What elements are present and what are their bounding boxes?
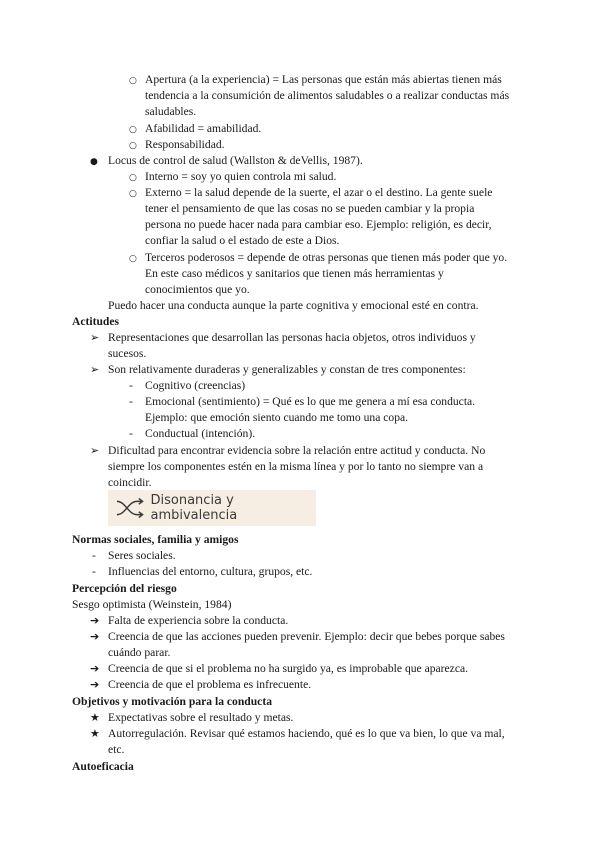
shuffle-icon [116,497,145,519]
text-line: Externo = la salud depende de la suerte, el azar o el destino. La gente suele [145,186,493,199]
text-line: Conductual (intención). [145,427,256,440]
text-line: Puedo hacer una conducta aunque la parte cognitiva y emocional esté en contra. [108,299,479,312]
text-line: etc. [108,743,125,756]
circle-bullet-icon: ○ [129,254,137,264]
text-line: En este caso médicos y sanitarios que tienen más herramientas y [145,267,444,280]
dash-bullet-icon: - [92,549,96,562]
banner-label: Disonancia y ambivalencia [150,493,238,523]
text-line: Afabilidad = amabilidad. [145,122,262,135]
text-line: saludables. [145,105,197,118]
section-heading: Percepción del riesgo [72,582,177,595]
text-line: coincidir. [108,476,152,489]
text-line: persona no puede hacer nada para cambiar eso. Ejemplo: religión, es decir, [145,218,492,231]
text-line: confiar la salud o el estado de este a Dios. [145,234,340,247]
section-heading: Actitudes [72,315,120,328]
text-line: conocimientos que yo. [145,283,250,296]
arrow-bullet-icon: ➔ [90,614,100,627]
text-line: Dificultad para encontrar evidencia sobre la relación entre actitud y conducta. No [108,444,486,457]
arrow-bullet-icon: ➔ [90,662,100,675]
circle-bullet-icon: ○ [129,173,137,183]
text-line: Expectativas sobre el resultado y metas. [108,711,294,724]
dash-bullet-icon: - [129,395,133,408]
dash-bullet-icon: - [92,565,96,578]
dash-bullet-icon: - [129,427,133,440]
text-line: Seres sociales. [108,549,176,562]
arrow-bullet-icon: ➔ [90,630,100,643]
star-bullet-icon: ★ [90,711,100,724]
text-line: tener el pensamiento de que las cosas no se pueden cambiar y la propia [145,202,475,215]
text-line: cuándo parar. [108,646,171,659]
text-line: Ejemplo: que emoción siento cuando me tomo una copa. [145,411,409,424]
text-line: Creencia de que las acciones pueden prevenir. Ejemplo: decir que bebes porque sabes [108,630,505,643]
dissonance-banner [108,490,316,526]
text-line: siempre los componentes estén en la misma línea y por lo tanto no siempre van a [108,460,484,473]
text-line: Sesgo optimista (Weinstein, 1984) [72,598,232,611]
arrowhead-bullet-icon: ➢ [90,363,100,376]
text-line: Creencia de que el problema es infrecuente. [108,678,312,691]
circle-bullet-icon: ○ [129,189,137,199]
text-line: Falta de experiencia sobre la conducta. [108,614,289,627]
dash-bullet-icon: - [129,379,133,392]
text-line: Autorregulación. Revisar qué estamos haciendo, qué es lo que va bien, lo que va mal, [108,727,505,740]
circle-bullet-icon: ○ [129,141,137,151]
dot-bullet-icon: ● [90,157,98,167]
text-line: Locus de control de salud (Wallston & deVellis, 1987). [108,154,363,167]
arrow-bullet-icon: ➔ [90,678,100,691]
text-line: sucesos. [108,347,147,360]
section-heading: Autoeficacia [72,760,134,773]
text-line: Influencias del entorno, cultura, grupos, etc. [108,565,313,578]
text-line: Cognitivo (creencias) [145,379,246,392]
text-line: Interno = soy yo quien controla mi salud. [145,170,337,183]
circle-bullet-icon: ○ [129,76,137,86]
text-line: tendencia a la consumición de alimentos saludables o a realizar conductas más [145,89,510,102]
circle-bullet-icon: ○ [129,125,137,135]
text-line: Son relativamente duraderas y generalizables y constan de tres componentes: [108,363,466,376]
text-line: Responsabilidad. [145,138,225,151]
text-line: Emocional (sentimiento) = Qué es lo que me genera a mí esa conducta. [145,395,476,408]
star-bullet-icon: ★ [90,727,100,740]
arrowhead-bullet-icon: ➢ [90,444,100,457]
section-heading: Objetivos y motivación para la conducta [72,695,272,708]
arrowhead-bullet-icon: ➢ [90,331,100,344]
text-line: Creencia de que si el problema no ha surgido ya, es improbable que aparezca. [108,662,469,675]
text-line: Apertura (a la experiencia) = Las personas que están más abiertas tienen más [145,73,502,86]
text-line: Terceros poderosos = depende de otras personas que tienen más poder que yo. [145,251,508,264]
section-heading: Normas sociales, familia y amigos [72,533,239,546]
text-line: Representaciones que desarrollan las personas hacia objetos, otros individuos y [108,331,476,344]
